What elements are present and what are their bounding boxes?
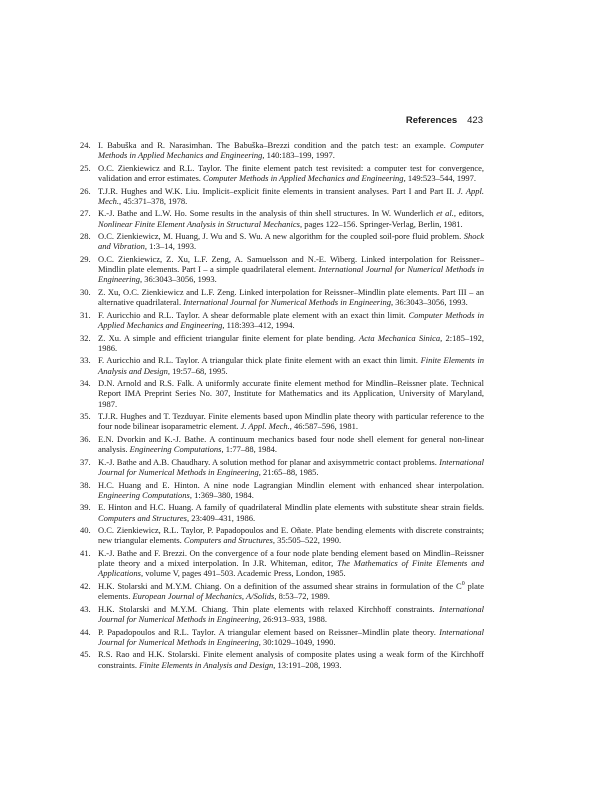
reference-editors-etal: et al. <box>436 208 454 219</box>
reference-number: 36. <box>80 433 91 444</box>
reference-item <box>80 310 484 330</box>
reference-tail: , 13:191–208, 1993. <box>273 659 342 670</box>
reference-number: 28. <box>80 231 91 242</box>
reference-journal: J. Appl. Mech. <box>240 421 290 432</box>
reference-journal: Computer Methods in Applied Mechanics and Engineering <box>203 173 404 183</box>
reference-item <box>80 480 484 500</box>
reference-tail: , 46:587–596, 1981. <box>289 421 358 432</box>
reference-authors: O.C. Zienkiewicz, Z. Xu, L.F. Zeng, A. Samuelsson and N.-E. Wiberg. Linked interpolation for Reissner–Mindlin plate elements. Part I – a simple quadrilateral element. <box>98 253 484 275</box>
running-header <box>0 115 483 126</box>
reference-list <box>80 140 484 672</box>
reference-authors: E.N. Dvorkin and K.-J. Bathe. A continuum mechanics based four node shell element for general non-linear analysis. <box>98 433 484 455</box>
reference-number: 42. <box>80 580 91 591</box>
reference-journal: Computers and Structures <box>183 535 273 546</box>
reference-tail: , 45:371–378, 1978. <box>119 195 188 206</box>
reference-tail: , 36:3043–3056, 1993. <box>390 297 468 308</box>
reference-authors: H.C. Huang and E. Hinton. A nine node Lagrangian Mindlin element with enhanced shear interpolation. <box>98 479 484 490</box>
reference-tail: , 118:393–412, 1994. <box>222 319 295 330</box>
reference-editors: , editors, <box>453 208 484 219</box>
reference-number: 35. <box>80 411 91 422</box>
reference-tail: , pages 122–156. Springer-Verlag, Berlin, 1981. <box>299 218 463 229</box>
reference-item <box>80 208 484 228</box>
reference-journal: International Journal for Numerical Methods in Engineering <box>98 264 485 285</box>
reference-journal: Nonlinear Finite Element Analysis in Structural Mechanics <box>98 218 300 229</box>
reference-item <box>80 254 484 285</box>
reference-number: 38. <box>80 479 91 490</box>
reference-item <box>80 186 484 206</box>
reference-item <box>80 231 484 251</box>
reference-number: 26. <box>80 185 91 196</box>
reference-authors: O.C. Zienkiewicz and R.L. Taylor. The finite element patch test revisited: a computer test for convergence, validation and error estimates. <box>98 162 484 183</box>
reference-number: 41. <box>80 547 91 558</box>
reference-number: 34. <box>80 378 91 389</box>
reference-tail: , 19:57–68, 1995. <box>167 365 228 376</box>
reference-authors: T.J.R. Hughes and T. Tezduyar. Finite elements based upon Mindlin plate theory with particular reference to the four node bilinear isoparametric element. <box>98 411 484 432</box>
reference-authors: K.-J. Bathe and L.W. Ho. Some results in the analysis of thin shell structures. In W. Wunderlich <box>98 208 434 219</box>
page-number: 423 <box>467 115 483 126</box>
reference-tail: , 2:185–192, 1986. <box>98 332 484 353</box>
reference-authors: Z. Xu, O.C. Zienkiewicz and L.F. Zeng. Linked interpolation for Reissner–Mindlin plate elements. Part III – an alternative quadrilateral. <box>98 286 484 308</box>
reference-item <box>80 411 484 431</box>
reference-item <box>80 604 484 624</box>
reference-authors: T.J.R. Hughes and W.K. Liu. Implicit–explicit finite elements in transient analyses. Part I and Part II. <box>98 185 455 196</box>
reference-journal: Acta Mechanica Sinica <box>359 332 441 343</box>
reference-item <box>80 355 484 375</box>
reference-authors: F. Auricchio and R.L. Taylor. A shear deformable plate element with an exact thin limit. <box>98 309 406 320</box>
reference-journal: Finite Elements in Analysis and Design <box>98 355 485 376</box>
reference-authors: Z. Xu. A simple and efficient triangular finite element for plate bending. <box>98 332 356 343</box>
reference-item <box>80 287 484 307</box>
reference-journal: European Journal of Mechanics, A/Solids <box>132 591 275 602</box>
reference-number: 31. <box>80 309 91 320</box>
reference-tail: , 26:913–933, 1988. <box>258 613 328 624</box>
reference-journal: Engineering Computations <box>98 489 190 500</box>
reference-item <box>80 581 484 601</box>
reference-number: 32. <box>80 332 91 343</box>
reference-authors: I. Babuška and R. Narasimhan. The Babuška–Brezzi condition and the patch test: an example. <box>98 140 446 150</box>
reference-item <box>80 163 484 183</box>
reference-number: 33. <box>80 355 91 366</box>
reference-tail: , 140:183–199, 1997. <box>262 150 335 161</box>
reference-number: 45. <box>80 649 91 660</box>
reference-journal: The Mathematics of Finite Elements and Applications <box>98 558 484 579</box>
reference-item <box>80 434 484 454</box>
reference-journal: Engineering Computations <box>129 444 222 455</box>
reference-journal: Computer Methods in Applied Mechanics and Engineering <box>98 140 484 161</box>
reference-tail: , 1:77–88, 1984. <box>221 444 277 455</box>
reference-authors: H.K. Stolarski and M.Y.M. Chiang. On a definition of the assumed shear strains in formulation of the C <box>98 580 462 591</box>
reference-journal: Finite Elements in Analysis and Design <box>139 659 274 670</box>
reference-item <box>80 548 484 579</box>
reference-tail: , 8:53–72, 1989. <box>274 591 330 602</box>
reference-authors-cont: plate elements. <box>98 580 484 602</box>
reference-number: 27. <box>80 208 91 219</box>
reference-authors: R.S. Rao and H.K. Stolarski. Finite element analysis of composite plates using a weak form of the Kirchhoff constraints. <box>98 649 484 670</box>
reference-authors: O.C. Zienkiewicz, R.L. Taylor, P. Papadopoulos and E. Oñate. Plate bending elements with discrete constraints; new triangular elements. <box>98 525 484 546</box>
reference-authors: D.N. Arnold and R.S. Falk. A uniformly accurate finite element method for Mindlin–Reissner plate. Technical Report IMA Preprint Series No. 307, Institute for Mathematics and its Application, University of Maryland, 1987. <box>98 378 484 409</box>
reference-authors: H.K. Stolarski and M.Y.M. Chiang. Thin plate elements with relaxed Kirchhoff constraints. <box>98 603 435 614</box>
reference-authors: K.-J. Bathe and A.B. Chaudhary. A solution method for planar and axisymmetric contact problems. <box>98 456 437 467</box>
reference-tail: , 35:505–522, 1990. <box>272 535 342 546</box>
reference-tail: , 36:3043–3056, 1993. <box>140 274 217 285</box>
reference-journal: Shock and Vibration <box>98 231 485 252</box>
reference-number: 40. <box>80 525 91 536</box>
reference-item <box>80 502 484 522</box>
running-header-title: References <box>405 115 458 126</box>
reference-tail: , 149:523–544, 1997. <box>403 173 477 183</box>
reference-item <box>80 649 484 669</box>
reference-superscript: 0 <box>461 581 465 588</box>
reference-journal: Computer Methods in Applied Mechanics and Engineering <box>98 309 485 330</box>
reference-item <box>80 457 484 477</box>
reference-item <box>80 378 484 409</box>
reference-authors: F. Auricchio and R.L. Taylor. A triangular thick plate finite element with an exact thin limit. <box>98 355 418 366</box>
reference-authors: E. Hinton and H.C. Huang. A family of quadrilateral Mindlin plate elements with substitute shear strain fields. <box>98 502 484 513</box>
reference-journal: International Journal for Numerical Methods in Engineering <box>98 456 484 477</box>
reference-authors: K.-J. Bathe and F. Brezzi. On the convergence of a four node plate bending element based on Mindlin–Reissner plate theory and a mixed interpolation. In J.R. Whiteman, editor, <box>98 547 484 569</box>
reference-journal: Computers and Structures <box>98 512 187 523</box>
reference-number: 37. <box>80 456 91 467</box>
reference-number: 29. <box>80 253 91 264</box>
reference-journal: International Journal for Numerical Methods in Engineering <box>183 297 391 308</box>
reference-tail: , 1:369–380, 1984. <box>189 489 254 500</box>
reference-number: 43. <box>80 603 91 614</box>
reference-number: 25. <box>80 162 91 173</box>
reference-journal: International Journal for Numerical Methods in Engineering <box>98 626 484 647</box>
reference-number: 39. <box>80 502 91 513</box>
reference-number: 30. <box>80 286 91 297</box>
reference-tail: , 1:3–14, 1993. <box>144 241 197 252</box>
reference-item <box>80 333 484 353</box>
reference-item <box>80 525 484 545</box>
reference-tail: , 23:409–431, 1986. <box>186 512 256 523</box>
reference-number: 44. <box>80 626 91 637</box>
reference-authors: O.C. Zienkiewicz, M. Huang, J. Wu and S. Wu. A new algorithm for the coupled soil-pore fluid problem. <box>98 231 462 242</box>
reference-tail: , 30:1029–1049, 1990. <box>258 636 336 647</box>
reference-item <box>80 140 484 160</box>
reference-tail: , volume V, pages 491–503. Academic Press, London, 1985. <box>140 568 346 579</box>
reference-journal: International Journal for Numerical Methods in Engineering <box>98 603 485 624</box>
reference-number: 24. <box>80 140 91 150</box>
reference-tail: , 21:65–88, 1985. <box>258 466 319 477</box>
reference-item <box>80 627 484 647</box>
reference-journal: J. Appl. Mech. <box>98 185 484 206</box>
reference-authors: P. Papadopoulos and R.L. Taylor. A triangular element based on Reissner–Mindlin plate theory. <box>98 626 436 637</box>
